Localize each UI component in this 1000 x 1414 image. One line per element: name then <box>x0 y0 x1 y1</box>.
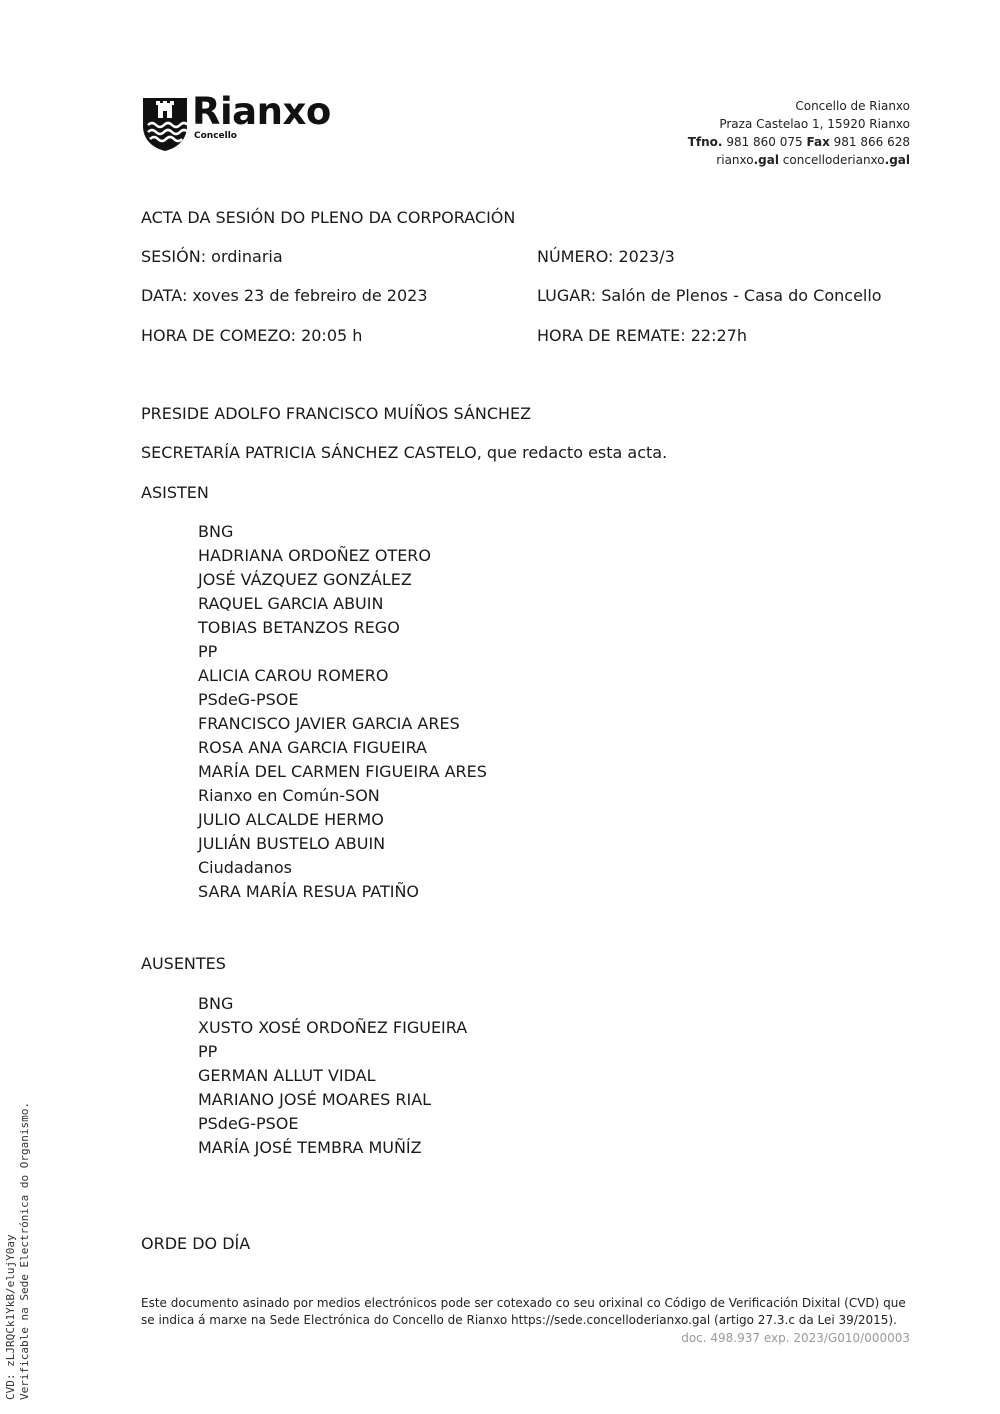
session-type: SESIÓN: ordinaria <box>141 247 283 266</box>
asisten-list <box>198 520 487 904</box>
list-item: Rianxo en Común-SON <box>198 786 380 805</box>
list-item: JULIO ALCALDE HERMO <box>198 810 384 829</box>
list-item: TOBIAS BETANZOS REGO <box>198 618 400 637</box>
list-item: ROSA ANA GARCIA FIGUEIRA <box>198 738 427 757</box>
list-item: MARÍA JOSÉ TEMBRA MUÑÍZ <box>198 1138 422 1157</box>
contact-phones <box>688 133 910 151</box>
concello-logo <box>141 90 351 154</box>
list-item: MARIANO JOSÉ MOARES RIAL <box>198 1090 432 1109</box>
cvd-verify-note: Verificable na Sede Electrónica do Organismo. <box>18 1101 31 1400</box>
tfno-value: 981 860 075 <box>726 135 803 149</box>
document-title: ACTA DA SESIÓN DO PLENO DA CORPORACIÓN <box>141 208 516 227</box>
session-number: NÚMERO: 2023/3 <box>537 247 675 266</box>
logo-wordmark: Rianxo <box>192 90 331 133</box>
ausentes-heading: AUSENTES <box>141 954 226 973</box>
contact-web <box>688 151 910 169</box>
contact-address: Praza Castelao 1, 15920 Rianxo <box>719 117 910 131</box>
session-date: DATA: xoves 23 de febreiro de 2023 <box>141 286 428 305</box>
email-link[interactable]: concelloderianxo.gal <box>782 153 910 167</box>
list-item: JOSÉ VÁZQUEZ GONZÁLEZ <box>198 570 412 589</box>
list-item: GERMAN ALLUT VIDAL <box>198 1066 376 1085</box>
logo-subtitle: Concello <box>194 131 237 141</box>
list-item: SARA MARÍA RESUA PATIÑO <box>198 882 420 901</box>
preside-line: PRESIDE ADOLFO FRANCISCO MUÍÑOS SÁNCHEZ <box>141 404 532 423</box>
list-item: HADRIANA ORDOÑEZ OTERO <box>198 546 432 565</box>
list-item: PSdeG-PSOE <box>198 690 299 709</box>
secretaria-line: SECRETARÍA PATRICIA SÁNCHEZ CASTELO, que redacto esta acta. <box>141 443 668 462</box>
end-time: HORA DE REMATE: 22:27h <box>537 326 747 345</box>
cvd-code: CVD: zLJRQCk1YkB/elujY0ay <box>4 1234 17 1400</box>
web-link[interactable]: rianxo.gal <box>716 153 779 167</box>
tfno-label: Tfno. <box>687 135 723 149</box>
list-item: ALICIA CAROU ROMERO <box>198 666 389 685</box>
contact-block <box>688 97 910 169</box>
list-item: PP <box>198 642 218 661</box>
list-item: BNG <box>198 994 234 1013</box>
cvd-margin-text <box>4 1102 32 1400</box>
list-item: PSdeG-PSOE <box>198 1114 299 1133</box>
list-item: RAQUEL GARCIA ABUIN <box>198 594 384 613</box>
orde-do-dia-heading: ORDE DO DÍA <box>141 1234 251 1253</box>
list-item: FRANCISCO JAVIER GARCIA ARES <box>198 714 460 733</box>
fax-label: Fax <box>806 135 830 149</box>
document-reference: doc. 498.937 exp. 2023/G010/000003 <box>681 1331 910 1345</box>
list-item: BNG <box>198 522 234 541</box>
contact-name: Concello de Rianxo <box>795 99 910 113</box>
list-item: JULIÁN BUSTELO ABUIN <box>198 834 386 853</box>
start-time: HORA DE COMEZO: 20:05 h <box>141 326 363 345</box>
asisten-heading: ASISTEN <box>141 483 209 502</box>
fax-value: 981 866 628 <box>833 135 910 149</box>
verification-note: Este documento asinado por medios electrónicos pode ser cotexado co seu orixinal co Código de Verificación Dixital (CVD) que se indica á marxe na Sede Electrónica do Concello de Rianxo https://sede.concelloderianxo.gal (artigo 27.3.c da Lei 39/2015). <box>141 1296 906 1327</box>
list-item: MARÍA DEL CARMEN FIGUEIRA ARES <box>198 762 487 781</box>
ausentes-list <box>198 992 467 1160</box>
list-item: Ciudadanos <box>198 858 292 877</box>
session-place: LUGAR: Salón de Plenos - Casa do Concello <box>537 286 882 305</box>
list-item: XUSTO XOSÉ ORDOÑEZ FIGUEIRA <box>198 1018 468 1037</box>
list-item: PP <box>198 1042 218 1061</box>
coat-of-arms-icon <box>141 96 189 152</box>
